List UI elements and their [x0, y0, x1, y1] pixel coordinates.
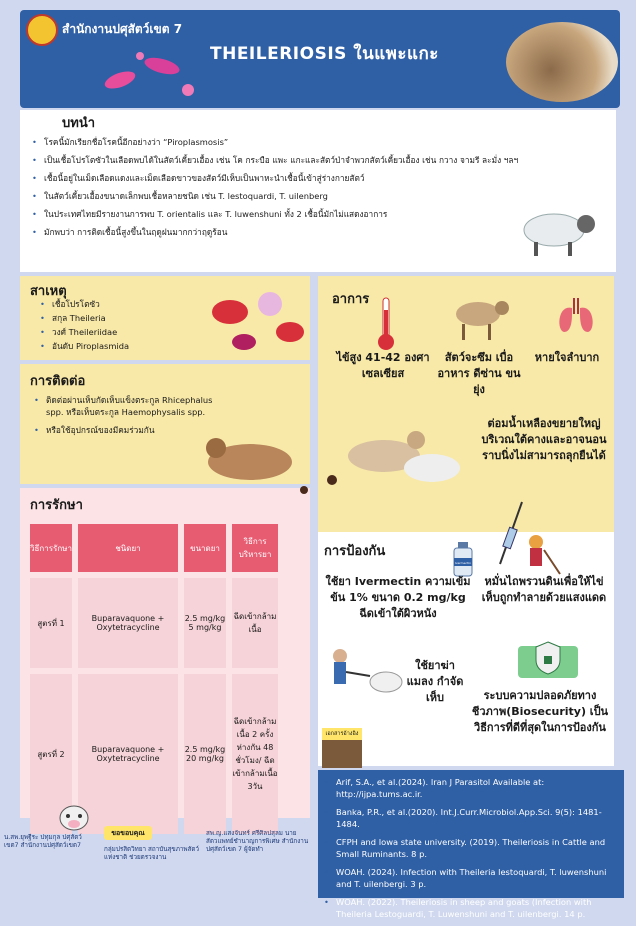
prevention-pasture: หมั่นไถพรวนดินเพื่อให้ไข่เห็บถูกทำลายด้วยแสงแดด: [481, 575, 607, 604]
list-item: • โรคนี้มักเรียกชื่อโรคนี้อีกอย่างว่า “Piroplasmosis”: [32, 136, 606, 148]
ivermectin-vial-icon: [448, 538, 498, 578]
thermometer-icon: [376, 296, 396, 352]
goat-photo-thumbnail: [322, 740, 362, 768]
livestock-photo: [506, 22, 618, 102]
goats-illustration: [196, 400, 468, 502]
list-item: • ในสัตว์เคี้ยวเอื้องขนาดเล็กพบเชื้อหลายชนิด เช่น T. lestoquardi, T. uilenberg: [32, 190, 606, 202]
symptoms-title: อาการ: [332, 292, 370, 307]
list-item: • เชื้อโปรโตซัว: [40, 298, 210, 310]
treatment-title: การรักษา: [30, 498, 83, 513]
symptom-lymph: ต่อมน้ำเหลืองขยายใหญ่ บริเวณใต้คางและอาจนอนราบนิ่งไม่สามารถลุกยืนได้: [481, 417, 607, 462]
reference-item: • WOAH. (2024). Infection with Theileria lestoquardi, T. luwenshuni and T. uilenbergi. 3 p.: [324, 866, 616, 890]
list-item: • เชื้อนี้อยู่ในเม็ดเลือดแดงและเม็ดเลือดขาวของสัตว์มีเห็บเป็นพาหะนำเชื้อนี้เข้าสู่ร่างกายสัตว์: [32, 172, 606, 184]
col-header: วิธีการรักษา: [30, 524, 72, 572]
table-cell: Buparavaquone + Oxytetracycline: [78, 674, 178, 834]
treatment-panel: [20, 488, 310, 818]
thanks-badge: ขอขอบคุณ: [104, 826, 152, 840]
list-item: • มักพบว่า การติดเชื้อนี้สูงขึ้นในฤดูฝนมากกว่าฤดูร้อน: [32, 226, 606, 238]
table-header-row: [30, 524, 278, 572]
org-name: สำนักงานปศุสัตว์เขต 7: [62, 22, 183, 36]
page-title: THEILERIOSIS ในแพะแกะ: [210, 44, 439, 64]
cause-list: [40, 298, 210, 354]
sick-goat-icon: [448, 290, 512, 344]
vial-label: Ivermectin: [454, 561, 472, 565]
symptom-lethargy: สัตว์จะซึม เบื่ออาหาร ดีซ่าน ขนยุ่ง: [437, 351, 521, 396]
table-cell: 2.5 mg/kg 20 mg/kg: [184, 674, 226, 834]
symptom-breathing: หายใจลำบาก: [534, 351, 600, 364]
reference-item: • CFPH and Iowa state university. (2019). Theileriosis in Cattle and Small Ruminants. 8 p.: [324, 836, 616, 860]
reference-item: • WOAH. (2022). Theileriosis in sheep and goats (Infection with Theileria Lestoguardi, T. Luwenshuni and T. uilenbergi. 14 p.: [324, 896, 616, 920]
table-cell: Buparavaquone + Oxytetracycline: [78, 578, 178, 668]
prevention-panel: [318, 532, 614, 766]
author-credit: น.สพ.ยุพฐีระ ปทุมกุล ปศุสัตว์เขต7 สำนักงานปศุสัตว์เขต7: [4, 834, 82, 849]
cause-title: สาเหตุ: [30, 284, 67, 299]
spraying-goat-icon: [326, 646, 406, 706]
lungs-icon: [554, 294, 598, 334]
list-item: • ติดต่อผ่านเห็บกัดเห็บแข็งตระกูล Rhicephalus spp. หรือเห็บตระกูล Haemophysalis spp.: [34, 394, 224, 418]
symptom-fever: ไข้สูง 41-42 องศาเซลเซียส: [336, 351, 430, 380]
author-credit-2: สพ.ญ.แสงจันทร์ ศรีศิลปสุลม นายสัตวแพทย์ชำนาญการพิเศษ สำนักงานปศุสัตว์เขต 7 ผู้จัดทำ: [206, 830, 309, 853]
biosecurity-shield-icon: [516, 638, 580, 682]
lab-credit: กลุ่มปรสิตวิทยา สถาบันสุขภาพสัตว์แห่งชาติ ช่วยตรวจงาน: [104, 846, 199, 861]
table-cell: 2.5 mg/kg 5 mg/kg: [184, 578, 226, 668]
reference-item: • Arif, S.A., et al.(2024). Iran J Parasitol Available at: http://ijpa.tums.ac.ir.: [324, 776, 616, 800]
cause-panel: [20, 276, 310, 360]
table-cell: ฉีดเข้ากล้ามเนื้อ 2 ครั้ง ห่างกัน 48 ชั่วโมง/ ฉีดเข้ากล้ามเนื้อ 3วัน: [232, 674, 278, 834]
col-header: วิธีการบริหารยา: [232, 524, 278, 572]
intro-title: บทนำ: [62, 116, 96, 131]
table-cell: สูตรที่ 1: [30, 578, 72, 668]
transmission-title: การติดต่อ: [30, 374, 86, 389]
table-cell: ฉีดเข้ากล้ามเนื้อ: [232, 578, 278, 668]
sheep-illustration: [506, 202, 606, 258]
col-header: ชนิดยา: [78, 524, 178, 572]
references-list: [324, 776, 616, 926]
table-row: [30, 578, 278, 668]
list-item: • สกุล Theileria: [40, 312, 210, 324]
department-logo: [26, 14, 58, 46]
list-item: • เป็นเชื้อโปรโตซัวในเลือดพบได้ในสัตว์เคี้ยวเอื้อง เช่น โค กระบือ แพะ แกะและสัตว์ป่าจำพวกสัตว์เคี้ยวเอื้อง เช่น กวาง จามรี ละมั่ง ฯลฯ: [32, 154, 606, 166]
prevention-biosecurity: ระบบความปลอดภัยทางชีวภาพ(Biosecurity) เป็นวิธีการที่ดีที่สุดในการป้องกัน: [471, 689, 609, 734]
references-panel: [318, 770, 624, 919]
list-item: • หรือใช้อุปกรณ์ของมีคมร่วมกัน: [34, 424, 224, 436]
prevention-title: การป้องกัน: [324, 544, 386, 559]
cow-mascot-icon: [54, 800, 94, 834]
parasite-illustration: [100, 44, 210, 104]
prevention-spray: ใช้ยาฆ่าแมลง กำจัดเห็บ: [406, 659, 464, 704]
list-item: • ในประเทศไทยมีรายงานการพบ T. orientalis และ T. luwenshuni ทั้ง 2 เชื้อนี้มักไม่แสดงอาการ: [32, 208, 606, 220]
table-cell: สูตรที่ 2: [30, 674, 72, 834]
references-tag: เอกสารอ้างอิง: [322, 728, 362, 740]
farmer-plowing-icon: [514, 532, 568, 578]
col-header: ขนาดยา: [184, 524, 226, 572]
prevention-ivermectin: ใช้ยา Ivermectin ความเข้มข้น 1% ขนาด 0.2 mg/kg ฉีดเข้าใต้ผิวหนัง: [325, 575, 471, 620]
treatment-table: [24, 518, 284, 840]
blood-cells-illustration: [200, 282, 308, 354]
list-item: • อันดับ Piroplasmida: [40, 340, 210, 352]
list-item: • วงศ์ Theileriidae: [40, 326, 210, 338]
reference-item: • Banka, P.R., et al.(2020). Int.J.Curr.Microbiol.App.Sci. 9(5): 1481-1484.: [324, 806, 616, 830]
